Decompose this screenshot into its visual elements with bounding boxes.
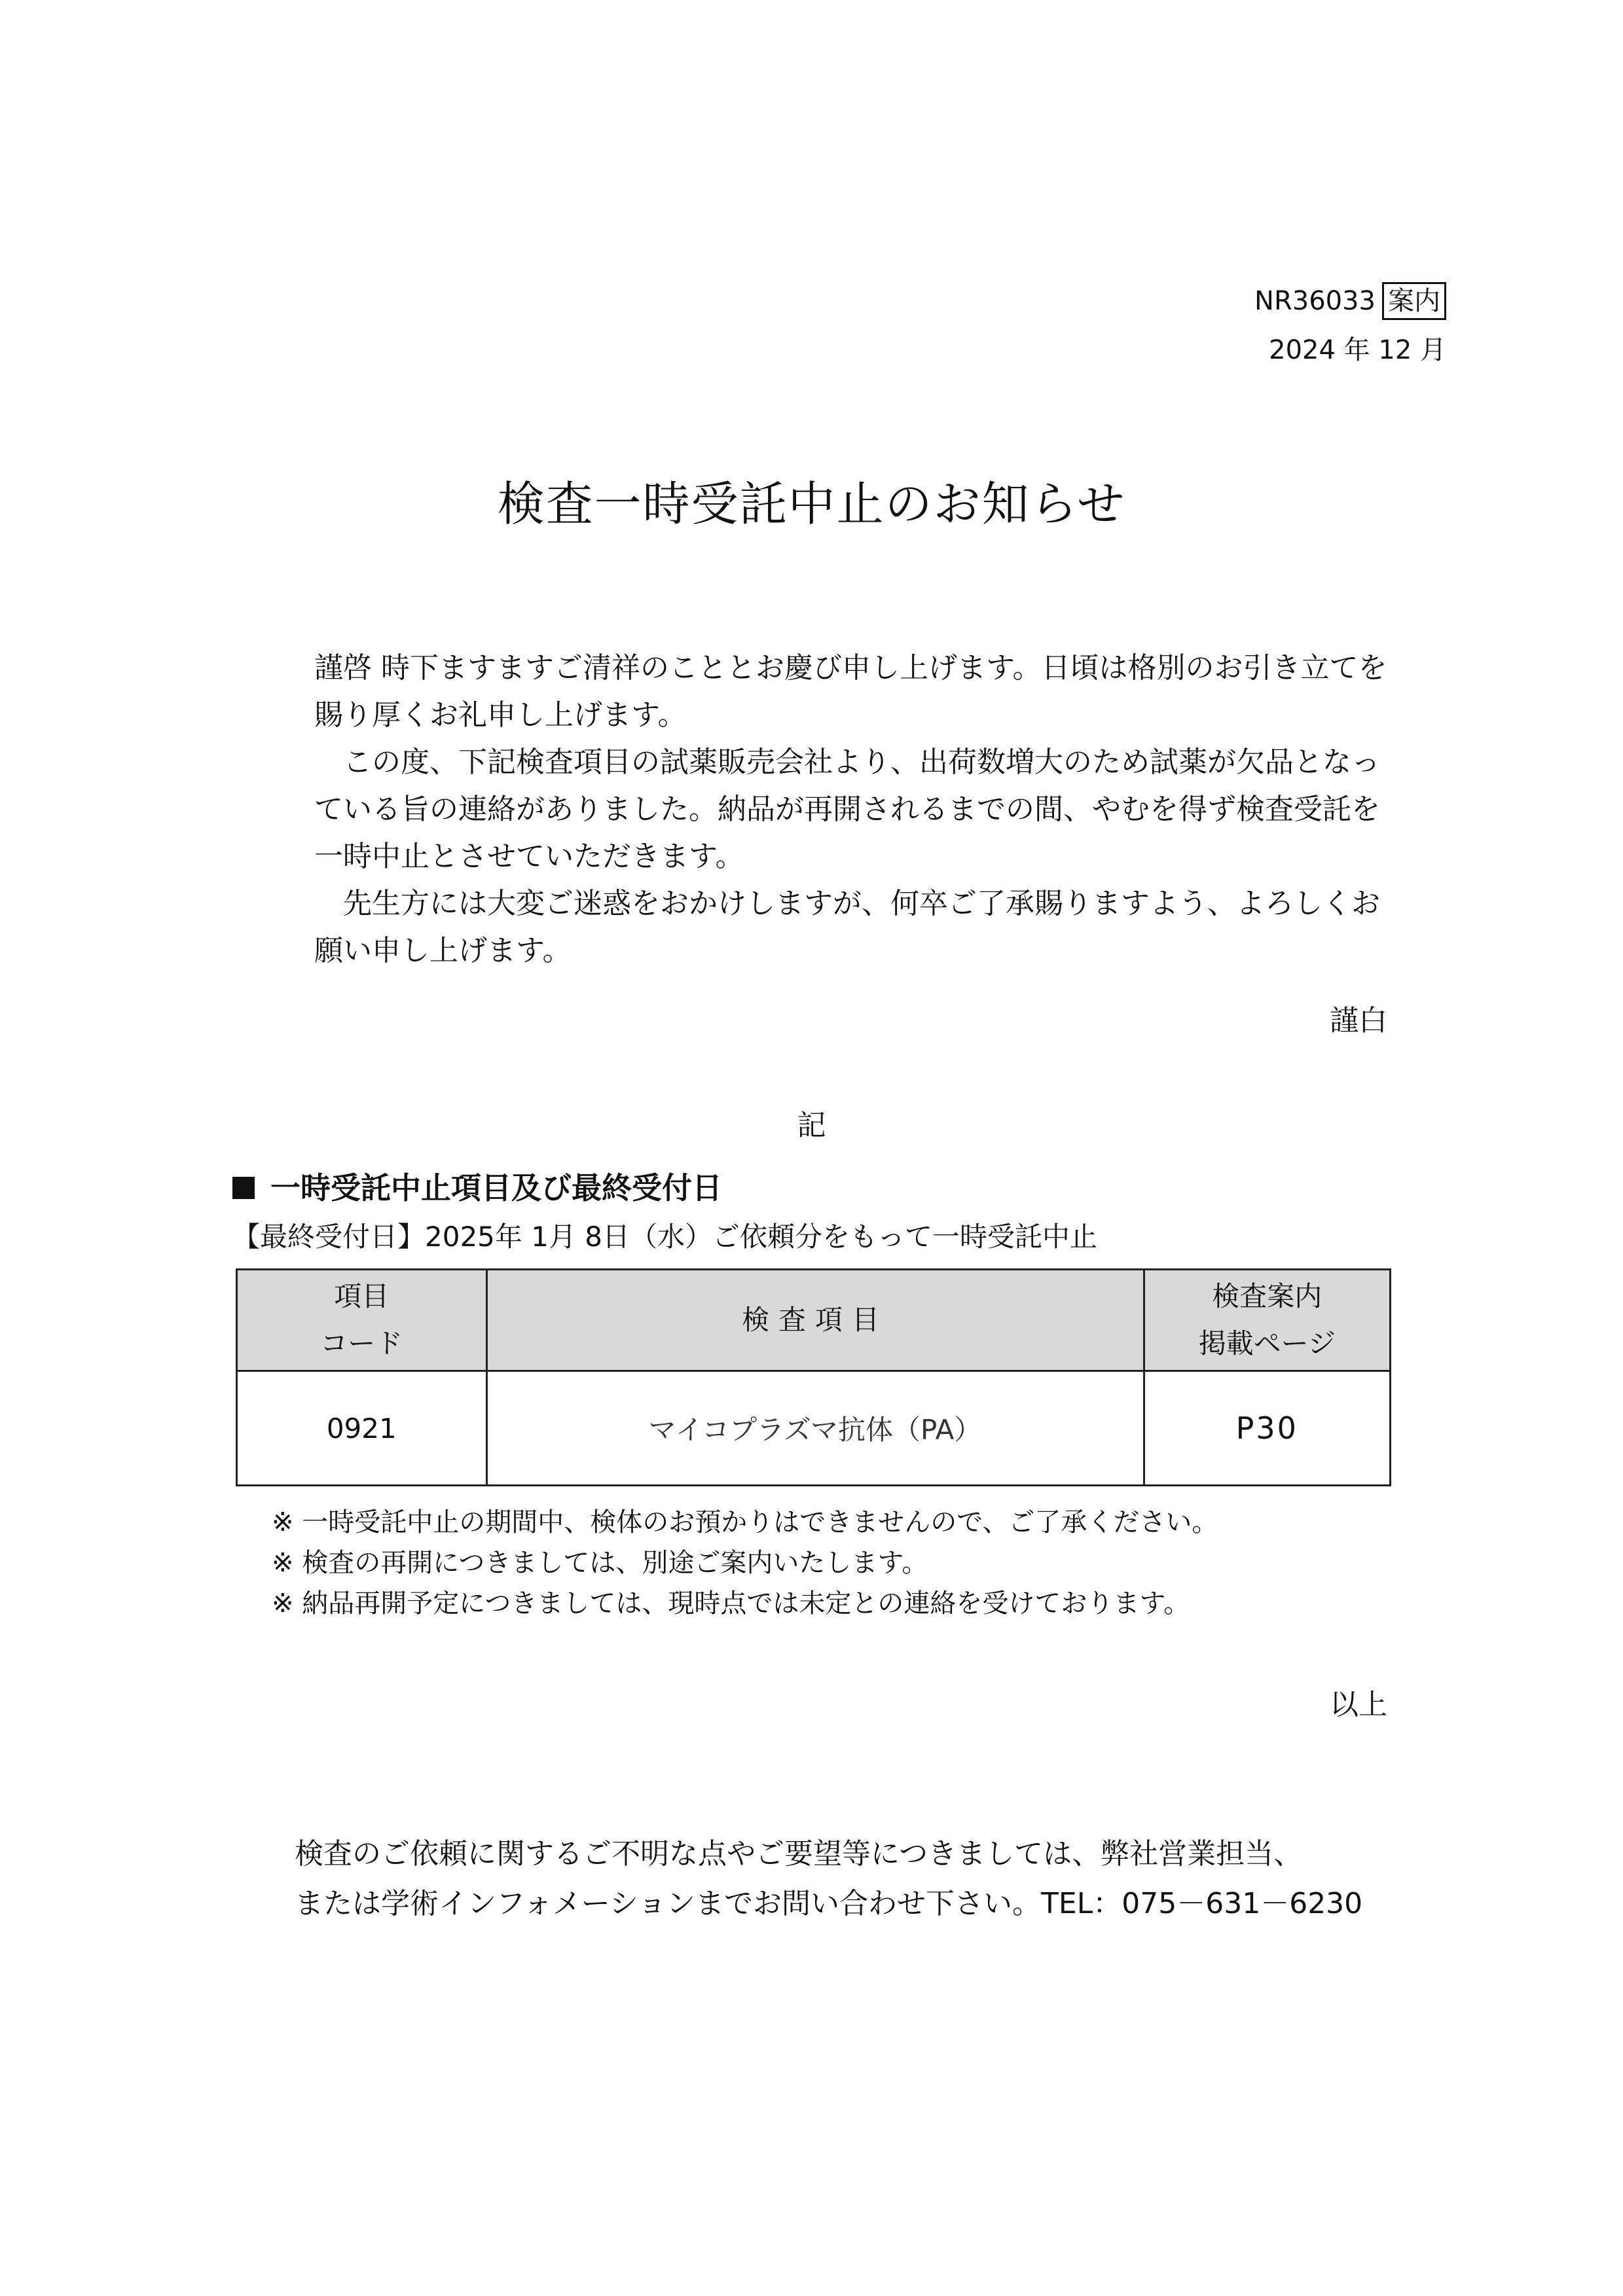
- header-item-code-line2: コード: [320, 1327, 403, 1359]
- ki-marker: 記: [797, 1109, 826, 1142]
- header-item-code: [237, 1270, 487, 1371]
- suspended-items-table: [236, 1268, 1391, 1486]
- section-heading: [232, 1168, 722, 1208]
- note-item: ※ 検査の再開につきましては、別途ご案内いたします。: [272, 1548, 928, 1578]
- table-row: [237, 1371, 1391, 1486]
- contact-info: [295, 1829, 1362, 1929]
- greeting-paragraph-2: この度、下記検査項目の試薬販売会社より、出荷数増大のため試薬が欠品となっている旨の連絡がありました。納品が再開されるまでの間、やむを得ず検査受託を一時中止とさせていただきます。: [314, 745, 1380, 873]
- section-heading-text: 一時受託中止項目及び最終受付日: [270, 1170, 722, 1206]
- greeting-paragraph-3: 先生方には大変ご迷惑をおかけしますが、何卒ご了承賜りますよう、よろしくお願い申し上げます。: [314, 887, 1380, 967]
- cell-test-item: マイコプラズマ抗体（PA）: [486, 1371, 1144, 1486]
- header-test-item: [486, 1270, 1144, 1371]
- cell-item-code: 0921: [237, 1371, 487, 1486]
- greeting-paragraph-1: 謹啓 時下ますますご清祥のこととお慶び申し上げます。日頃は格別のお引き立てを賜り厚くお礼申し上げます。: [314, 651, 1387, 732]
- contact-line-2: または学術インフォメーションまでお問い合わせ下さい。TEL：075－631－6230: [295, 1887, 1363, 1920]
- closing-word: 謹白: [1330, 1004, 1387, 1037]
- final-acceptance-date: 【最終受付日】2025年 1月 8日（水）ご依頼分をもって一時受託中止: [232, 1221, 1098, 1253]
- cell-guide-page: P30: [1144, 1371, 1390, 1486]
- table-header-row: [237, 1270, 1391, 1371]
- header-guide-page: [1144, 1270, 1390, 1371]
- header-guide-page-line2: 掲載ページ: [1198, 1327, 1336, 1359]
- document-reference: [1254, 281, 1446, 321]
- greeting-body: [314, 645, 1388, 975]
- note-item: ※ 納品再開予定につきましては、現時点では未定との連絡を受けております。: [272, 1588, 1190, 1619]
- header-item-code-line1: 項目: [334, 1280, 390, 1312]
- note-item: ※ 一時受託中止の期間中、検体のお預かりはできませんので、ご了承ください。: [272, 1507, 1218, 1537]
- contact-line-1: 検査のご依頼に関するご不明な点やご要望等につきましては、弊社営業担当、: [295, 1837, 1303, 1871]
- ijo-closing: 以上: [1330, 1688, 1387, 1721]
- header-guide-page-line1: 検査案内: [1212, 1280, 1322, 1312]
- page-title: 検査一時受託中止のお知らせ: [497, 476, 1126, 531]
- reference-number: NR36033: [1254, 286, 1376, 316]
- notes-list: [272, 1502, 1218, 1624]
- header-test-item-text: 検査項目: [742, 1304, 889, 1336]
- reference-tag: 案内: [1382, 282, 1446, 320]
- issue-date: 2024 年 12 月: [1269, 335, 1446, 365]
- black-square-icon: [232, 1177, 255, 1199]
